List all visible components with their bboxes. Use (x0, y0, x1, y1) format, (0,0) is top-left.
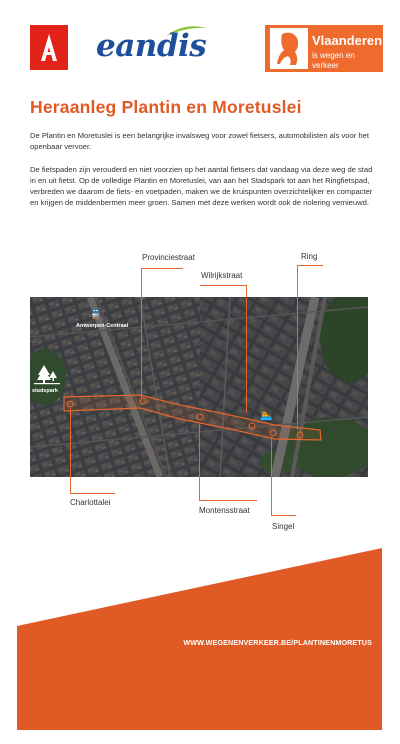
swimmer-icon: 🏊 (260, 410, 273, 421)
vlaanderen-logo (265, 25, 383, 72)
eandis-logo (96, 25, 208, 65)
callout-provinciestraat: Provinciestraat (142, 253, 195, 262)
train-icon: 🚆 (90, 309, 102, 319)
montensstraat-leader-bottom (199, 500, 257, 501)
footer-url[interactable]: WWW.WEGENENVERKEER.BE/PLANTINENMORETUS (183, 638, 372, 647)
callout-singel: Singel (272, 522, 295, 531)
description-paragraph: De fietspaden zijn verouderd en niet voorzien op het aantal fietsers dat vandaag via deze weg de stad in en uit fietst. Op de volledige Plantin en Moretuslei, van aan het Stadspark tot aan het Ringfietspad, verbreden we daarom de fiets- en voetpaden, maken we de kruispunten overzichtelijker en compacter en krijgen de middenbermen meer groen. Samen met deze werken wordt ook de riolering vernieuwd. (30, 165, 373, 207)
singel-leader-bottom (271, 515, 296, 516)
vlaanderen-tagline: is wegen en verkeer (312, 51, 355, 70)
provinciestraat-leader-top (141, 268, 183, 269)
singel-leader (271, 437, 272, 515)
park-trees-icon (34, 365, 60, 385)
vlaanderen-name: Vlaanderen (312, 33, 383, 48)
intro-paragraph: De Plantin en Moretuslei is een belangrijke invalsweg voor zowel fietsers, automobilisten als voor het openbaar vervoer. (30, 131, 369, 151)
provinciestraat-leader (141, 268, 142, 398)
page-title: Heraanleg Plantin en Moretuslei (30, 97, 302, 117)
station-label: Antwerpen-Centraal (76, 323, 129, 329)
callout-charlottalei: Charlottalei (70, 498, 111, 507)
ring-leader (297, 265, 298, 430)
antwerpen-logo (30, 25, 68, 70)
wilrijkstraat-leader-top (200, 285, 246, 286)
lion-icon (270, 28, 308, 69)
callout-montensstraat: Montensstraat (199, 506, 250, 515)
callout-wilrijkstraat: Wilrijkstraat (201, 271, 243, 280)
park-label: stadspark (32, 388, 58, 394)
montensstraat-leader (199, 424, 200, 500)
charlottalei-leader-bottom (70, 493, 115, 494)
eandis-wordmark: eandis (96, 28, 207, 64)
callout-ring: Ring (301, 252, 318, 261)
charlottalei-leader (70, 408, 71, 493)
ring-leader-top (297, 265, 323, 266)
wilrijkstraat-leader (246, 285, 247, 413)
